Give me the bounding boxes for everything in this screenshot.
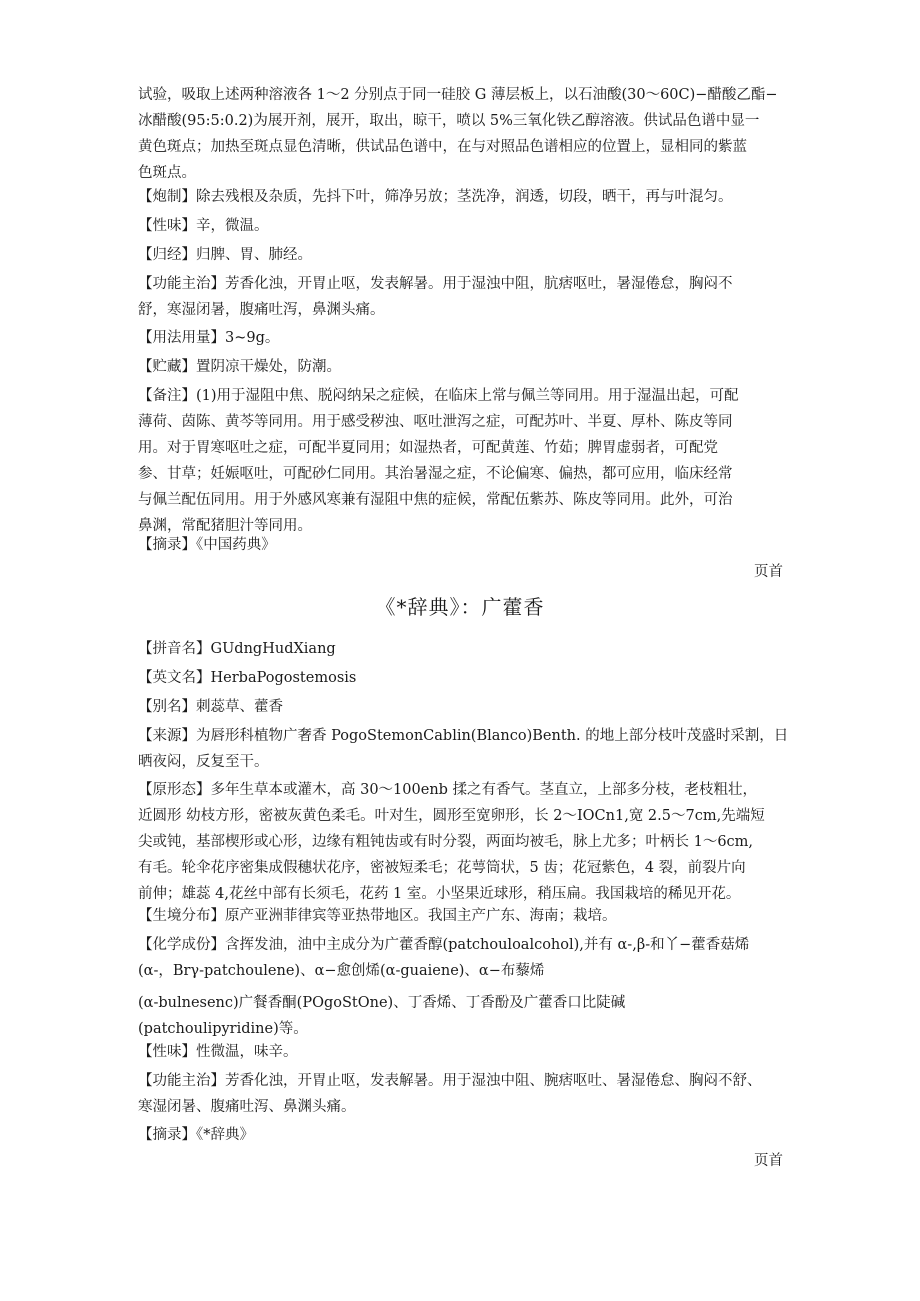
pinyin-section: [138, 636, 786, 662]
text-line: 【备注】(1)用于湿阻中焦、脱闷纳呆之症候，在临床上常与佩兰等同用。用于湿温出起，可配: [138, 388, 739, 404]
text-line: 【英文名】HerbaPogostemosis: [138, 670, 357, 686]
source-excerpt-section: [138, 532, 786, 558]
text-line: 鼻渊，常配猪胆汁等同用。: [138, 518, 312, 534]
text-line: 前伸；雄蕊 4,花丝中部有长须毛，花药 1 室。小坚果近球形，稍压扁。我国栽培的稀见开花。: [138, 886, 741, 902]
text-line: 尖或钝，基部楔形或心形，边缘有粗钝齿或有时分裂，两面均被毛，脉上尤多；叶柄长 1～6cm,: [138, 834, 754, 850]
text-line: 舒，寒湿闭暑，腹痛吐泻，鼻渊头痛。: [138, 302, 385, 318]
text-line: 【原形态】多年生草本或灌木，高 30～100enb 揉之有香气。茎直立，上部多分枝，老枝粗壮，: [138, 782, 758, 798]
text-line: 【炮制】除去残根及杂质，先抖下叶，筛净另放；茎洗净，润透，切段，晒干，再与叶混匀。: [138, 189, 733, 205]
habitat-section: [138, 903, 786, 929]
bottom-source-excerpt-section: [138, 1122, 786, 1148]
chemical-composition-section: [138, 932, 786, 1042]
entry-title: 《*辞典》：广藿香: [375, 595, 545, 619]
bottom-function-indication-section: [138, 1068, 786, 1120]
text-line: 【来源】为唇形科植物广奢香 PogoStemonCablin(Blanco)Benth. 的地上部分枝叶茂盛时采割，日: [138, 728, 789, 744]
function-indication-section: [138, 271, 786, 323]
text-line: 【摘录】《中国药典》: [138, 537, 276, 553]
meridian-section: [138, 242, 786, 268]
alias-section: [138, 694, 786, 720]
text-line: 与佩兰配伍同用。用于外感风寒兼有湿阻中焦的症候，常配伍紫苏、陈皮等同用。此外，可治: [138, 492, 733, 508]
text-line: 寒湿闭暑、腹痛吐泻、鼻渊头痛。: [138, 1099, 356, 1115]
bottom-property-flavor-section: [138, 1039, 786, 1065]
processing-section: [138, 184, 786, 210]
origin-section: [138, 723, 789, 775]
storage-section: [138, 354, 786, 380]
text-line: 试验，吸取上述两种溶液各 1～2 分别点于同一硅胶 G 薄层板上，以石油酸(30～60C)−醋酸乙酯−: [138, 87, 778, 103]
text-line: 【功能主治】芳香化浊，开胃止呕，发表解暑。用于湿浊中阻，肮痞呕吐，暑湿倦怠，胸闷不: [138, 276, 733, 292]
text-line: 【性味】辛，微温。: [138, 218, 269, 234]
text-line: (patchoulipyridine)等。: [138, 1021, 308, 1037]
page-top-link[interactable]: 页首: [754, 564, 783, 580]
morphology-section: [138, 777, 786, 907]
text-line: 【摘录】《*辞典》: [138, 1127, 254, 1143]
text-line: 【性味】性微温，味辛。: [138, 1044, 298, 1060]
dosage-section: [138, 325, 786, 351]
text-line: 色斑点。: [138, 165, 196, 181]
text-line: 【别名】刺蕊草、藿香: [138, 699, 283, 715]
text-line: 【贮藏】置阴凉干燥处，防潮。: [138, 359, 341, 375]
text-line: 【功能主治】芳香化浊，开胃止呕，发表解暑。用于湿浊中阻、腕痞呕吐、暑湿倦怠、胸闷不舒、: [138, 1073, 762, 1089]
property-flavor-section: [138, 213, 786, 239]
text-line: 晒夜闷，反复至干。: [138, 754, 269, 770]
text-line: (α-bulnesenc)广餐香酮(POgoStOne)、丁香烯、丁香酚及广藿香口比陡碱: [138, 995, 626, 1011]
text-line: 【归经】归脾、胃、肺经。: [138, 247, 312, 263]
english-name-section: [138, 665, 786, 691]
text-line: 薄荷、茵陈、黄芩等同用。用于感受秽浊、呕吐泄泻之症，可配苏叶、半夏、厚朴、陈皮等同: [138, 414, 733, 430]
text-line: 黄色斑点；加热至斑点显色清晰，供试品色谱中，在与对照品色谱相应的位置上，显相同的紫蓝: [138, 139, 747, 155]
text-line: 参、甘草；妊娠呕吐，可配砂仁同用。其治暑湿之症，不论偏寒、偏热，都可应用，临床经常: [138, 466, 733, 482]
text-line: 【拼音名】GUdngHudXiang: [138, 641, 336, 657]
text-line: 【生境分布】原产亚洲菲律宾等亚热带地区。我国主产广东、海南；栽培。: [138, 908, 617, 924]
text-line: 用。对于胃寒呕吐之症，可配半夏同用；如湿热者，可配黄莲、竹茹；脾胃虚弱者，可配党: [138, 440, 718, 456]
bottom-page-top-link[interactable]: 页首: [754, 1153, 783, 1169]
test-paragraph: [138, 82, 786, 186]
text-line: 【化学成份】含挥发油，油中主成分为广藿香醇(patchouloalcohol),并有 α-,β-和丫−藿香菇烯: [138, 937, 750, 953]
text-line: (α-，Brγ-patchoulene)、α−愈创烯(α-guaiene)、α−布藜烯: [138, 963, 545, 979]
text-line: 近圆形 幼枝方形，密被灰黄色柔毛。叶对生，圆形至宽卵形，长 2～IOCn1,宽 2.5～7cm,先端短: [138, 808, 765, 824]
text-line: 【用法用量】3~9g。: [138, 330, 280, 346]
text-line: 冰醋酸(95:5:0.2)为展开剂，展开，取出，晾干，喷以 5%三氧化铁乙醇溶液。供试品色谱中显一: [138, 113, 760, 129]
remarks-section: [138, 383, 786, 539]
text-line: 有毛。轮伞花序密集成假穗状花序，密被短柔毛；花萼筒状，5 齿；花冠紫色，4 裂，前裂片向: [138, 860, 746, 876]
